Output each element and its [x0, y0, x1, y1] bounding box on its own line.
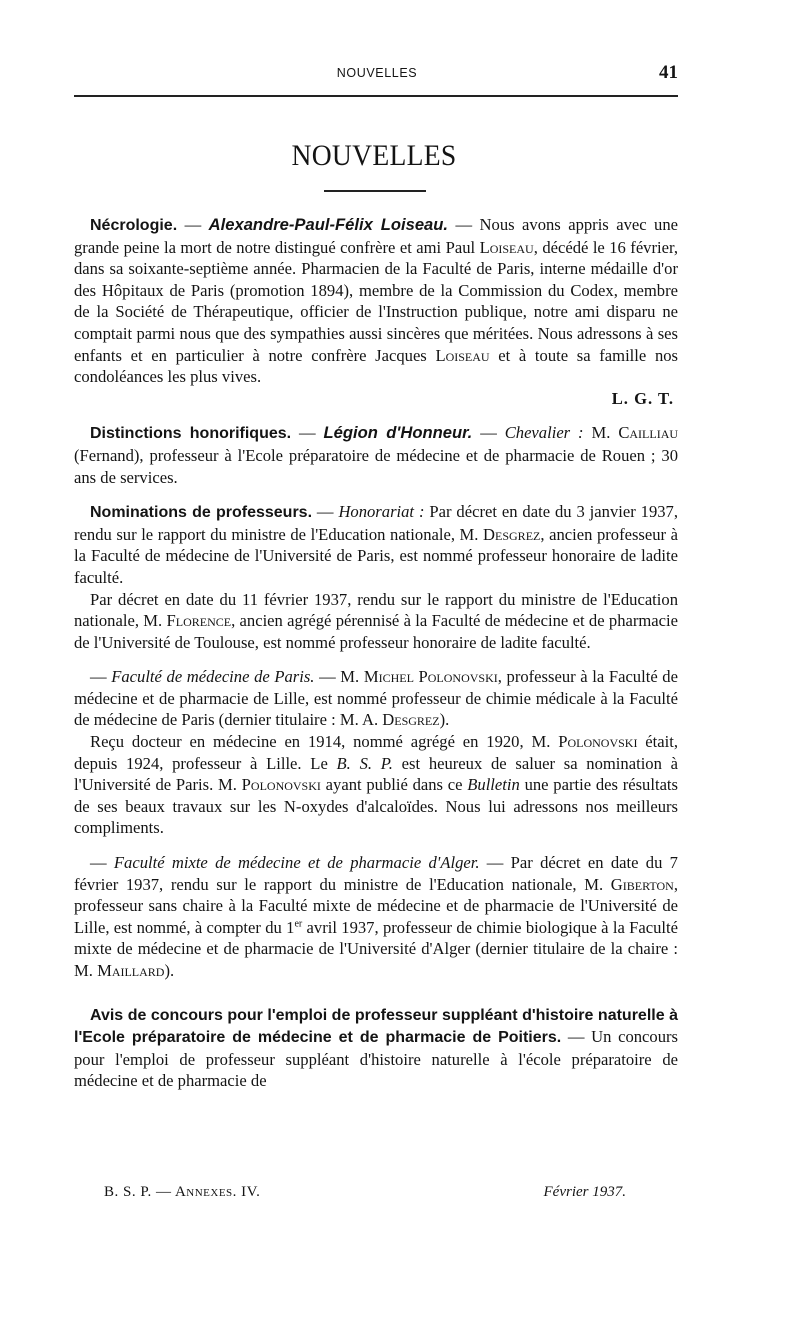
distinctions-smallcaps-1: Cailliau	[618, 423, 679, 443]
nominations-honorariat: Honorariat :	[338, 502, 425, 522]
page-number: 41	[659, 62, 678, 83]
necrologie-signature: L. G. T.	[611, 388, 674, 408]
nominations-p5-text-2: , professeur sans chaire à la Faculté mixte de médecine et de pharmacie de l'Université de Lille, est nommé, à compter du 1	[74, 874, 678, 937]
nominations-p3-text-1: — M.	[314, 667, 364, 687]
nominations-p4-smallcaps-1: Polonovski	[558, 732, 638, 752]
distinctions-paragraph	[74, 422, 678, 488]
nominations-p4-text-2: était, depuis 1924, professeur à Lille. Le	[74, 732, 679, 773]
title-rule	[324, 190, 426, 192]
nominations-paragraph-2	[74, 589, 678, 654]
body-text	[74, 214, 678, 1092]
nominations-p3-text-3: ).	[439, 710, 450, 730]
necrologie-dash: —	[177, 215, 209, 234]
nominations-p1-text-2: , ancien professeur à la Faculté de médecine de l'Université de Paris, est nommé professeur honoraire de ladite faculté.	[74, 524, 678, 587]
concours-text-1: — Un concours pour l'emploi de professeur suppléant d'histoire naturelle à l'école préparatoire de médecine et de pharmacie de	[74, 1027, 678, 1091]
nominations-p5-text-1: — Par décret en date du 7 février 1937, rendu sur le rapport du ministre de l'Education nationale, M.	[74, 853, 678, 894]
nominations-p5-smallcaps-1: Giberton	[610, 874, 674, 894]
nominations-p1-smallcaps-1: Desgrez	[483, 524, 541, 544]
nominations-p3-smallcaps-1: Michel Polonovski	[363, 667, 498, 687]
concours-heading: Avis de concours pour l'emploi de professeur suppléant d'histoire naturelle à l'Ecole préparatoire de médecine et de pharmacie de Poitiers.	[74, 1006, 678, 1047]
nominations-p4-text-3: est heureux de saluer sa nomination à l'Université de Paris. M.	[74, 753, 678, 795]
nominations-p4-text-4: ayant publié dans ce	[320, 775, 468, 795]
nominations-p4-italic-1: B. S. P.	[336, 753, 393, 773]
nominations-p3-italic: Faculté de médecine de Paris.	[111, 667, 315, 687]
nominations-paragraph-1	[74, 501, 678, 588]
necrologie-smallcaps-2: Loiseau	[435, 345, 490, 365]
footer-date: Février 1937.	[543, 1184, 626, 1200]
running-header	[74, 62, 680, 86]
nominations-p4-text-5: une partie des résultats de ses beaux travaux sur les N-oxydes d'alcaloïdes. Nous lui adressons nos meilleurs compliments.	[74, 775, 678, 838]
nominations-p5-italic: Faculté mixte de médecine et de pharmacie d'Alger.	[113, 853, 480, 873]
nominations-dash: —	[312, 502, 339, 522]
necrologie-smallcaps-1: Loiseau	[479, 237, 534, 257]
nominations-p4-smallcaps-2: Polonovski	[241, 775, 321, 795]
necrologie-name: Alexandre-Paul-Félix Loiseau.	[208, 215, 449, 234]
nominations-paragraph-4	[74, 731, 678, 839]
distinctions-heading: Distinctions honorifiques.	[90, 425, 292, 443]
nominations-p3-text-2: , professeur à la Faculté de médecine et de pharmacie de Lille, est nommé professeur de chimie médicale à la Faculté de médecine de Paris (dernier titulaire : M. A.	[74, 667, 678, 730]
nominations-heading: Nominations de professeurs.	[90, 504, 313, 522]
concours-paragraph	[74, 1004, 678, 1092]
running-title: NOUVELLES	[336, 66, 418, 80]
page-title: NOUVELLES	[291, 139, 457, 172]
distinctions-dash-1: —	[291, 423, 324, 443]
page-footer	[104, 1184, 626, 1206]
necrologie-text-1: — Nous avons appris avec une grande peine la mort de notre distingué confrère et ami Paul	[74, 215, 679, 257]
distinctions-text-1: M.	[583, 423, 619, 443]
nominations-p1-text-1: Par décret en date du 3 janvier 1937, rendu sur le rapport du ministre de l'Education nationale, M.	[74, 502, 679, 544]
necrologie-paragraph	[74, 214, 678, 409]
necrologie-text-3: et à toute sa famille nos condoléances les plus vives.	[74, 345, 678, 387]
distinctions-chevalier: Chevalier :	[504, 423, 584, 443]
nominations-p2-smallcaps-1: Florence	[166, 611, 232, 631]
distinctions-legion: Légion d'Honneur.	[323, 423, 473, 443]
nominations-paragraph-3	[74, 666, 678, 731]
nominations-p2-text-1: Par décret en date du 11 février 1937, rendu sur le rapport du ministre de l'Education nationale, M.	[74, 589, 678, 631]
nominations-p5-dash: —	[90, 853, 114, 873]
nominations-p5-text-3: avril 1937, professeur de chimie biologique à la Faculté mixte de médecine et de pharmacie de l'Université d'Alger (dernier titulaire de la chaire : M.	[74, 917, 679, 980]
distinctions-dash-2: —	[472, 423, 505, 443]
necrologie-text-2: , décédé le 16 février, dans sa soixante-septième année. Pharmacien de la Faculté de Paris, interne médaille d'or des Hôpitaux de Paris (promotion 1894), membre de la Commission du Codex, membre de la Société de Thérapeutique, officier de l'Instruction publique, notre ami disparu ne comptait parmi nous que des sympathies aussi sincères que méritées. Nous adressons à ses enfants et en particulier à notre confrère Jacques	[74, 237, 678, 365]
nominations-p5-smallcaps-2: Maillard	[97, 961, 165, 980]
distinctions-text-2: (Fernand), professeur à l'Ecole préparatoire de médecine et de pharmacie de Rouen ; 30 ans de services.	[74, 445, 678, 487]
nominations-p5-superscript: er	[294, 918, 303, 930]
nominations-p2-text-2: , ancien agrégé pérennisé à la Faculté de médecine et de pharmacie de l'Université de Toulouse, est nommé professeur honoraire de ladite faculté.	[74, 611, 678, 652]
nominations-p3-smallcaps-2: Desgrez	[382, 710, 440, 730]
header-rule	[74, 95, 678, 97]
necrologie-heading: Nécrologie.	[90, 217, 178, 234]
nominations-p3-dash: —	[90, 667, 112, 687]
nominations-p4-text-1: Reçu docteur en médecine en 1914, nommé agrégé en 1920, M.	[90, 732, 559, 752]
nominations-paragraph-5	[74, 852, 678, 982]
nominations-p5-text-4: ).	[164, 961, 175, 980]
nominations-p4-italic-2: Bulletin	[467, 775, 520, 795]
footer-journal: B. S. P. — Annexes. IV.	[104, 1184, 261, 1200]
